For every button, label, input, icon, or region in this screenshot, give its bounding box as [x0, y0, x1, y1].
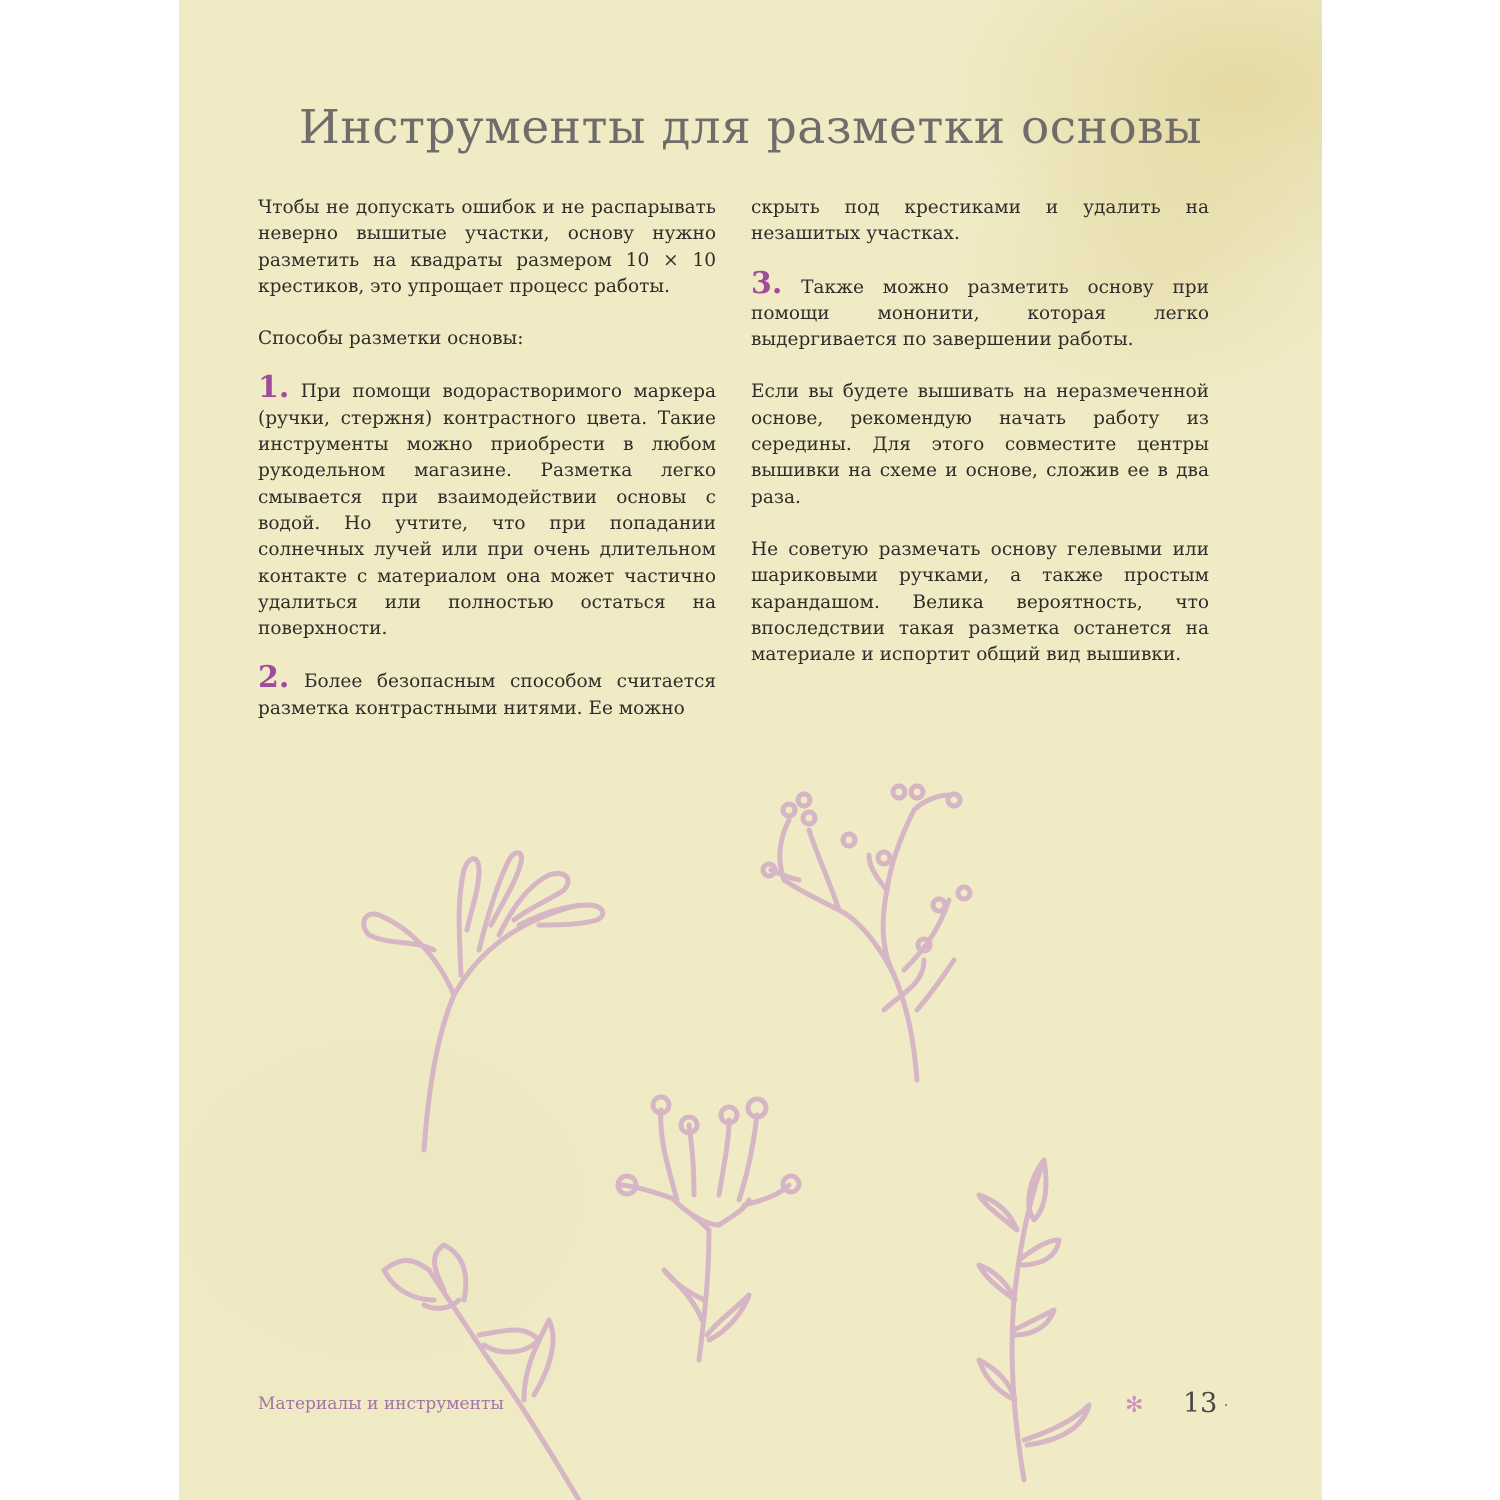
- leaf-branch-bottom: [384, 1245, 579, 1500]
- method-item-2-continued: скрыть под крестиками и удалить на незашитых участках.: [751, 197, 1209, 245]
- item-number-1: 1.: [258, 370, 290, 406]
- running-footer-section: Материалы и инструменты: [258, 1394, 504, 1414]
- item-text-2: Более безопасным способом считается разметка контрастными нитями. Ее можно: [258, 671, 716, 719]
- warning-paragraph: Не советую размечать основу гелевыми или шариковыми ручками, а также простым карандашом. Велика вероятность, что впоследствии такая разметка останется на материале и испортит общий вид вышивки.: [751, 538, 1209, 666]
- leafy-branch-left: [364, 853, 603, 1150]
- method-item-1: [258, 370, 716, 642]
- ornament-icon: ✻: [1125, 1393, 1144, 1418]
- page-title: Инструменты для разметки основы: [298, 100, 1203, 155]
- intro-paragraph: Чтобы не допускать ошибок и не распарывать неверно вышитые участки, основу нужно разметить на квадраты размером 10 × 10 крестиков, это упрощает процесс работы.: [258, 197, 716, 297]
- page-dot: [1225, 1404, 1227, 1406]
- leaf-branch-right: [979, 1160, 1089, 1480]
- methods-heading: Способы разметки основы:: [258, 328, 524, 350]
- page-number: 13: [1183, 1388, 1218, 1419]
- item-text-3: Также можно разметить основу при помощи мононити, которая легко выдергивается по завершении работы.: [751, 276, 1209, 351]
- center-start-paragraph: Если вы будете вышивать на неразмеченной основе, рекомендую начать работу из середины. Для этого совместите центры вышивки на схеме и основе, сложив ее в два раза.: [751, 381, 1209, 508]
- method-item-2: [258, 660, 716, 722]
- left-column: [258, 195, 716, 748]
- stamen-flower: [618, 1097, 799, 1360]
- method-item-3: [751, 265, 1209, 354]
- item-number-3: 3.: [751, 265, 783, 301]
- item-text-1: При помощи водорастворимого маркера (ручки, стержня) контрастного цвета. Такие инструменты можно приобрести в любом рукодельном магазине. Разметка легко смывается при взаимодействии основы с водой. Но учтите, что при попадании солнечных лучей или при очень длительном контакте с материалом она может частично удалиться или полностью остаться на поверхности.: [258, 381, 716, 640]
- item-number-2: 2.: [258, 660, 290, 696]
- book-page: [179, 0, 1322, 1500]
- right-column: [751, 195, 1209, 694]
- berry-sprig: [763, 786, 970, 1080]
